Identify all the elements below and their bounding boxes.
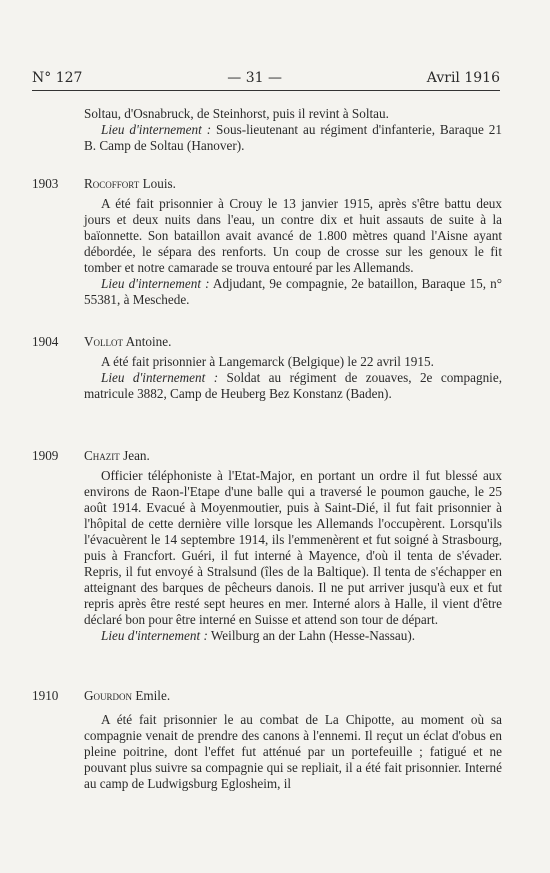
header-rule [32,90,500,91]
entry-number: 1904 [32,334,59,349]
lieu-text: Adjudant, 9e compagnie, 2e bataillon, Baraque 15, n° 55381, à Meschede. [84,276,502,307]
lieu-label: Lieu d'internement : [101,276,210,291]
lieu-label: Lieu d'internement : [101,122,212,137]
lieu-label: Lieu d'internement : [101,628,208,643]
entry-paragraph: A été fait prisonnier à Crouy le 13 janvier 1915, après s'être battu deux jours et deux nuits dans l'eau, un contre dix et huit assauts de suite à la baïonnette. Son bataillon avait avancé de 1.800 mètres quand l'Aisne ayant débordée, le sépara des renforts. Un coup de crosse sur les genoux le fit tomber et notre camarade se trouva entouré par les Allemands. [84,196,502,275]
surname: Rocoffort [84,176,140,191]
entry-body [84,354,502,402]
issue-date: Avril 1916 [426,70,500,86]
firstname: Emile. [135,688,171,703]
firstname: Jean. [123,448,150,463]
entry-number: 1910 [32,688,59,703]
lieu-text: Soldat au régiment de zouaves, 2e compagnie, matricule 3882, Camp de Heuberg Bez Konstanz (Baden). [84,370,502,401]
intro-block [84,106,502,154]
lieu-text: Sous-lieutenant au régiment d'infanterie, Baraque 21 B. Camp de Soltau (Hanover). [84,122,502,153]
entry-body [84,468,502,644]
entry-name [84,688,170,704]
entry-number: 1909 [32,448,59,463]
issue-number: N° 127 [32,70,83,86]
entry-paragraph: A été fait prisonnier à Langemarck (Belgique) le 22 avril 1915. [101,354,434,369]
surname: Vollot [84,334,124,349]
firstname: Antoine. [125,334,172,349]
entry-number: 1903 [32,176,59,191]
entry-name [84,334,171,350]
entry-paragraph: Officier téléphoniste à l'Etat-Major, en portant un ordre il fut blessé aux environs de Raon-l'Etape d'une balle qui a traversé le poumon gauche, le 25 août 1914. Evacué à Moyenmoutier, puis à Saint-Dié, il fut fait prisonnier à l'hôpital de cette dernière ville lorsque les Allemands l'occupèrent. Lorsqu'ils l'évacuèrent le 14 septembre 1914, ils l'emmenèrent et fut soigné à Strasbourg, puis à Francfort. Guéri, il fut interné à Mayence, d'où il tenta de s'évader. Repris, il fut envoyé à Stralsund (îles de la Baltique). Il tenta de s'échapper en atteignant des barques de pêcheurs danois. Il ne put arriver jusqu'à eux et fut repris après être resté sept heures en mer. Interné alors à Halle, il vient d'être déclaré bon pour être interné en Suisse et attend son tour de départ. [84,468,502,627]
entry-name [84,448,150,464]
entry-paragraph: A été fait prisonnier le au combat de La Chipotte, au moment où sa compagnie venait de prendre des canons à l'ennemi. Il reçut un éclat d'obus en pleine poitrine, dont l'effet fut atténué par un portefeuille ; fatigué et ne pouvant plus suivre sa compagnie qui se repliait, il a été fait prisonnier. Interné au camp de Ludwigsburg Eglosheim, il [84,712,502,791]
entry-lieu [84,628,502,644]
entry-lieu [84,276,502,308]
entry-name [84,176,176,192]
firstname: Louis. [142,176,176,191]
intro-lieu [84,122,502,154]
entry-body [84,712,502,792]
entry-body [84,196,502,308]
surname: Chazit [84,448,120,463]
page-header [32,70,500,86]
entry-lieu [84,370,502,402]
page-number: — 31 — [227,70,282,86]
surname: Gourdon [84,688,133,703]
lieu-label: Lieu d'internement : [101,370,219,385]
lieu-text: Weilburg an der Lahn (Hesse-Nassau). [210,628,416,643]
intro-line: Soltau, d'Osnabruck, de Steinhorst, puis il revint à Soltau. [84,106,389,121]
